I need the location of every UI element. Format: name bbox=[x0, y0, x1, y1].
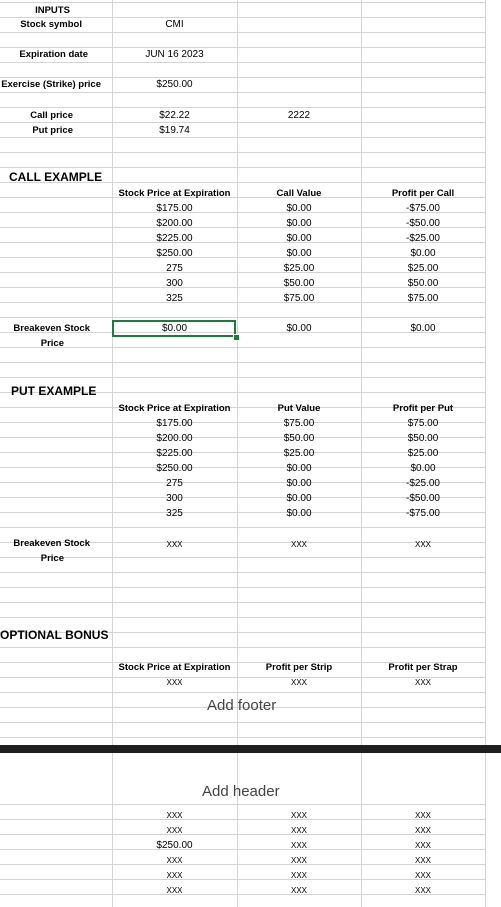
put-table-cell[interactable]: 300 bbox=[166, 493, 183, 504]
row-divider bbox=[0, 602, 485, 603]
row-divider bbox=[0, 647, 485, 648]
put-table-cell[interactable]: $0.00 bbox=[410, 463, 436, 474]
bonus-header-strip: Profit per Strip bbox=[265, 662, 333, 673]
call-table-cell[interactable]: $0.00 bbox=[286, 248, 312, 259]
bonus-table-cell[interactable]: XXX bbox=[414, 856, 431, 865]
bonus-table-cell[interactable]: XXX bbox=[166, 811, 183, 820]
row-divider bbox=[0, 527, 485, 528]
inputs-title: INPUTS bbox=[35, 5, 70, 16]
call-table-cell[interactable]: $50.00 bbox=[407, 278, 439, 289]
add-footer-placeholder[interactable]: Add footer bbox=[207, 697, 277, 714]
strike-price-cell[interactable]: $250.00 bbox=[156, 79, 193, 90]
bonus-table-cell[interactable]: XXX bbox=[290, 826, 307, 835]
bonus-table-cell[interactable]: XXX bbox=[166, 871, 183, 880]
bonus-cell[interactable]: XXX bbox=[290, 678, 307, 687]
bonus-table-cell[interactable]: XXX bbox=[290, 841, 307, 850]
bonus-table-cell[interactable]: XXX bbox=[290, 856, 307, 865]
row-divider bbox=[0, 152, 485, 153]
put-table-cell[interactable]: -$75.00 bbox=[406, 508, 440, 519]
row-divider bbox=[0, 362, 485, 363]
bonus-table-cell[interactable]: XXX bbox=[290, 886, 307, 895]
put-price-label: Put price bbox=[32, 125, 73, 136]
row-divider bbox=[0, 377, 485, 378]
call-price-label: Call price bbox=[30, 110, 73, 121]
call-breakeven-label: Breakeven Stock bbox=[13, 323, 90, 334]
bonus-table-cell[interactable]: XXX bbox=[414, 811, 431, 820]
stock-symbol-label: Stock symbol bbox=[20, 19, 82, 30]
call-price-cell[interactable]: $22.22 bbox=[159, 110, 190, 121]
call-breakeven-profit[interactable]: $0.00 bbox=[410, 323, 436, 334]
row-divider bbox=[0, 92, 485, 93]
put-table-cell[interactable]: 275 bbox=[166, 478, 183, 489]
call-table-cell[interactable]: $50.00 bbox=[283, 278, 315, 289]
expiration-date-label: Expiration date bbox=[19, 49, 88, 60]
add-header-placeholder[interactable]: Add header bbox=[202, 783, 280, 800]
call-table-cell[interactable]: $75.00 bbox=[407, 293, 439, 304]
bonus-table-cell[interactable]: XXX bbox=[414, 841, 431, 850]
strike-price-label: Exercise (Strike) price bbox=[1, 79, 101, 90]
bonus-table-cell[interactable]: XXX bbox=[414, 886, 431, 895]
row-divider bbox=[0, 617, 485, 618]
bonus-header-strap: Profit per Strap bbox=[388, 662, 458, 673]
row-divider bbox=[0, 62, 485, 63]
row-divider bbox=[0, 722, 485, 723]
bonus-table-cell[interactable]: XXX bbox=[290, 811, 307, 820]
put-example-title: PUT EXAMPLE bbox=[11, 384, 97, 398]
call-header-profit: Profit per Call bbox=[391, 188, 455, 199]
row-divider bbox=[0, 347, 485, 348]
put-table-cell[interactable]: $50.00 bbox=[407, 433, 439, 444]
bonus-table-cell[interactable]: XXX bbox=[166, 826, 183, 835]
call-table-cell[interactable]: $75.00 bbox=[283, 293, 315, 304]
row-divider bbox=[0, 692, 485, 693]
bonus-header-stock-price: Stock Price at Expiration bbox=[118, 662, 231, 673]
column-divider bbox=[361, 0, 362, 745]
call-table-cell[interactable]: $0.00 bbox=[286, 218, 312, 229]
call-table-cell[interactable]: 275 bbox=[166, 263, 183, 274]
put-table-cell[interactable]: $50.00 bbox=[283, 433, 315, 444]
call-table-cell[interactable]: $0.00 bbox=[410, 248, 436, 259]
expiration-date-cell[interactable]: JUN 16 2023 bbox=[145, 49, 204, 60]
row-divider bbox=[0, 587, 485, 588]
bonus-table-cell[interactable]: XXX bbox=[414, 871, 431, 880]
row-divider bbox=[0, 317, 485, 318]
put-breakeven-price[interactable]: XXX bbox=[166, 540, 183, 549]
put-table-cell[interactable]: $75.00 bbox=[283, 418, 315, 429]
row-divider bbox=[0, 557, 485, 558]
row-divider bbox=[0, 32, 485, 33]
put-table-cell[interactable]: $225.00 bbox=[156, 448, 193, 459]
call-breakeven-value[interactable]: $0.00 bbox=[286, 323, 312, 334]
call-table-cell[interactable]: -$25.00 bbox=[406, 233, 440, 244]
put-header-profit: Profit per Put bbox=[392, 403, 454, 414]
put-table-cell[interactable]: $25.00 bbox=[407, 448, 439, 459]
call-table-cell[interactable]: $225.00 bbox=[156, 233, 193, 244]
page-break bbox=[0, 745, 501, 753]
put-header-put-value: Put Value bbox=[277, 403, 321, 414]
put-breakeven-label: Breakeven Stock bbox=[13, 538, 90, 549]
call-table-cell[interactable]: $25.00 bbox=[407, 263, 439, 274]
call-table-cell[interactable]: $250.00 bbox=[156, 248, 193, 259]
put-breakeven-profit[interactable]: XXX bbox=[414, 540, 431, 549]
put-table-cell[interactable]: $75.00 bbox=[407, 418, 439, 429]
bonus-table-cell[interactable]: XXX bbox=[290, 871, 307, 880]
put-breakeven-value[interactable]: XXX bbox=[290, 540, 307, 549]
call-table-cell[interactable]: $0.00 bbox=[286, 203, 312, 214]
bonus-table-cell[interactable]: XXX bbox=[166, 886, 183, 895]
bonus-table-cell[interactable]: $250.00 bbox=[156, 840, 193, 851]
optional-bonus-title: OPTIONAL BONUS bbox=[0, 628, 109, 642]
call-breakeven-price[interactable]: $0.00 bbox=[161, 323, 188, 334]
put-table-cell[interactable]: -$25.00 bbox=[406, 478, 440, 489]
call-table-cell[interactable]: -$50.00 bbox=[406, 218, 440, 229]
row-divider bbox=[0, 572, 485, 573]
row-divider bbox=[0, 167, 485, 168]
put-table-cell[interactable]: $0.00 bbox=[286, 478, 312, 489]
put-table-cell[interactable]: $200.00 bbox=[156, 433, 193, 444]
put-table-cell[interactable]: -$50.00 bbox=[406, 493, 440, 504]
put-table-cell[interactable]: $175.00 bbox=[156, 418, 193, 429]
bonus-table-cell[interactable]: XXX bbox=[414, 826, 431, 835]
call-example-title: CALL EXAMPLE bbox=[9, 170, 103, 184]
row-divider bbox=[0, 737, 485, 738]
call-header-call-value: Call Value bbox=[276, 188, 322, 199]
bonus-table-cell[interactable]: XXX bbox=[166, 856, 183, 865]
call-breakeven-label-2: Price bbox=[40, 338, 64, 349]
put-table-cell[interactable]: $250.00 bbox=[156, 463, 193, 474]
put-breakeven-label-2: Price bbox=[40, 553, 64, 564]
call-table-cell[interactable]: 300 bbox=[166, 278, 183, 289]
bonus-cell[interactable]: XXX bbox=[166, 678, 183, 687]
put-table-cell[interactable]: $25.00 bbox=[283, 448, 315, 459]
call-table-cell[interactable]: $0.00 bbox=[286, 233, 312, 244]
call-table-cell[interactable]: $175.00 bbox=[156, 203, 193, 214]
bonus-cell[interactable]: XXX bbox=[414, 678, 431, 687]
call-header-stock-price: Stock Price at Expiration bbox=[118, 188, 231, 199]
put-table-cell[interactable]: 325 bbox=[166, 508, 183, 519]
put-price-cell[interactable]: $19.74 bbox=[159, 125, 190, 136]
call-table-cell[interactable]: 325 bbox=[166, 293, 183, 304]
put-table-cell[interactable]: $0.00 bbox=[286, 463, 312, 474]
put-table-cell[interactable]: $0.00 bbox=[286, 493, 312, 504]
put-header-stock-price: Stock Price at Expiration bbox=[118, 403, 231, 414]
call-extra-cell[interactable]: 2222 bbox=[287, 110, 311, 121]
put-table-cell[interactable]: $0.00 bbox=[286, 508, 312, 519]
call-table-cell[interactable]: -$75.00 bbox=[406, 203, 440, 214]
call-table-cell[interactable]: $25.00 bbox=[283, 263, 315, 274]
stock-symbol-cell[interactable]: CMI bbox=[165, 19, 184, 30]
row-divider bbox=[0, 804, 485, 805]
call-table-cell[interactable]: $200.00 bbox=[156, 218, 193, 229]
